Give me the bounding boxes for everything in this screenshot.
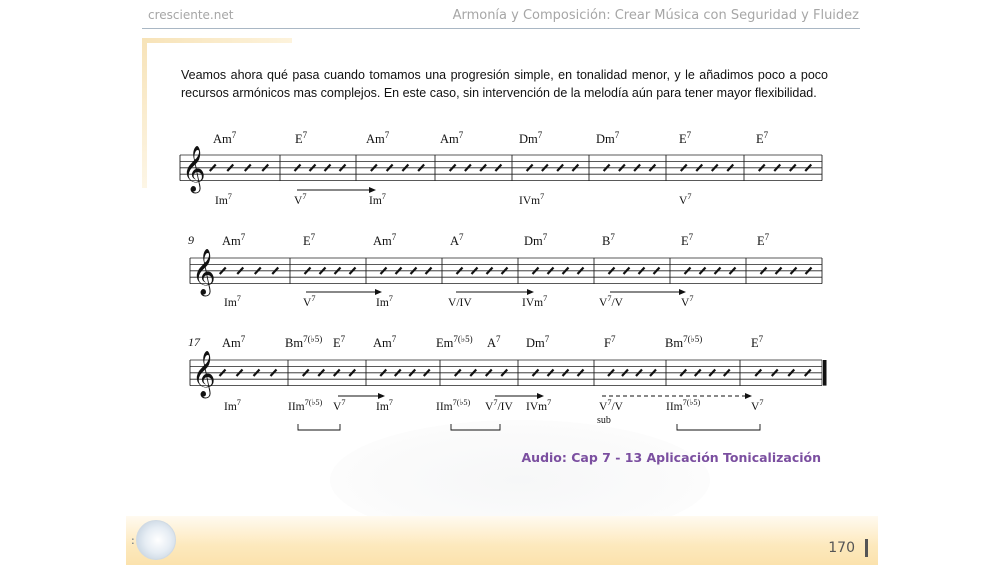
book-title: Armonía y Composición: Crear Música con Seguridad y Fluidez bbox=[452, 8, 859, 23]
treble-clef-icon: 𝄞 bbox=[192, 249, 216, 295]
arrow-head-icon bbox=[378, 393, 385, 399]
chord-symbol: Am$^7$ bbox=[373, 334, 397, 350]
bracket bbox=[451, 424, 500, 430]
roman-numeral: Im$^7$ bbox=[224, 398, 241, 413]
arrow-head-icon bbox=[527, 289, 534, 295]
chord-symbol: Am$^7$ bbox=[213, 130, 237, 146]
roman-numeral: Im$^7$ bbox=[224, 294, 241, 309]
page-number: 170 bbox=[828, 540, 855, 556]
chord-symbol: $E^7$ bbox=[681, 232, 694, 248]
chord-symbol: $E^7$ bbox=[333, 334, 346, 350]
arrow-head-icon bbox=[745, 393, 752, 399]
chord-symbol: $Bm^{7(♭5)}$ bbox=[285, 334, 323, 350]
chord-symbol: $F^7$ bbox=[604, 334, 616, 350]
chord-symbol: $Em^{7(♭5)}$ bbox=[436, 334, 473, 350]
roman-numeral: $V^7$ bbox=[679, 192, 692, 207]
bracket bbox=[298, 424, 340, 430]
chord-symbol: $E^7$ bbox=[757, 232, 770, 248]
chord-symbol: Am$^7$ bbox=[440, 130, 464, 146]
chord-symbol: Am$^7$ bbox=[222, 334, 246, 350]
arrow-head-icon bbox=[375, 289, 382, 295]
roman-numeral: $V^7/V$ bbox=[599, 398, 623, 413]
chord-symbol: Am$^7$ bbox=[222, 232, 246, 248]
site-name: cresciente.net bbox=[148, 8, 234, 22]
logo-icon bbox=[136, 520, 176, 560]
treble-clef-icon: 𝄞 bbox=[192, 351, 216, 397]
roman-numeral: IVm$^7$ bbox=[522, 294, 548, 309]
chord-symbol: $Bm^{7(♭5)}$ bbox=[665, 334, 703, 350]
chord-symbol: $A^7$ bbox=[487, 334, 501, 350]
chord-symbol: $A^7$ bbox=[450, 232, 464, 248]
staff-system bbox=[188, 335, 827, 430]
chord-symbol: $E^7$ bbox=[751, 334, 764, 350]
measure-number: 17 bbox=[188, 335, 200, 349]
sub-label: sub bbox=[597, 415, 611, 426]
roman-numeral: IVm$^7$ bbox=[526, 398, 552, 413]
roman-numeral: $V^7/V$ bbox=[599, 294, 623, 309]
final-barline bbox=[823, 360, 827, 386]
intro-paragraph: Veamos ahora qué pasa cuando tomamos una progresión simple, en tonalidad menor, y le añadimos poco a poco recursos armónicos mas complejos. En este caso, sin intervención de la melodía aún para tener mayor flexibilidad. bbox=[181, 68, 828, 100]
roman-numeral: $V^7$ bbox=[333, 398, 346, 413]
roman-numeral: IIm$^{7(♭5)}$ bbox=[436, 398, 471, 413]
roman-numeral: $V^7$ bbox=[303, 294, 316, 309]
roman-numeral: V/IV bbox=[448, 297, 472, 309]
chord-symbol: $B^7$ bbox=[602, 232, 615, 248]
staff-system bbox=[188, 233, 822, 297]
chord-symbol: $E^7$ bbox=[303, 232, 316, 248]
page-bar bbox=[865, 539, 868, 557]
roman-numeral: $V^7$ bbox=[681, 294, 694, 309]
roman-numeral: $V^7/IV$ bbox=[485, 398, 513, 413]
roman-numeral: IIm$^{7(♭5)}$ bbox=[666, 398, 701, 413]
chord-symbol: Dm$^7$ bbox=[524, 232, 548, 248]
chord-symbol: Dm$^7$ bbox=[596, 130, 620, 146]
measure-number: 9 bbox=[188, 233, 194, 247]
treble-clef-icon: 𝄞 bbox=[182, 146, 206, 192]
chord-symbol: $E^7$ bbox=[295, 130, 308, 146]
arrow-head-icon bbox=[679, 289, 686, 295]
arrow-head-icon bbox=[537, 393, 544, 399]
chord-symbol: Dm$^7$ bbox=[519, 130, 543, 146]
roman-numeral: Im$^7$ bbox=[369, 192, 386, 207]
chord-symbol: Am$^7$ bbox=[366, 130, 390, 146]
footer-band bbox=[126, 516, 878, 565]
roman-numeral: Im$^7$ bbox=[376, 294, 393, 309]
staff-system bbox=[180, 146, 822, 194]
roman-numeral: $V^7$ bbox=[294, 192, 307, 207]
roman-numeral: IVm$^7$ bbox=[519, 192, 545, 207]
chord-symbol: Dm$^7$ bbox=[526, 334, 550, 350]
arrow-head-icon bbox=[369, 187, 376, 193]
roman-numeral: Im$^7$ bbox=[376, 398, 393, 413]
roman-numeral: $V^7$ bbox=[751, 398, 764, 413]
chord-symbol: Am$^7$ bbox=[373, 232, 397, 248]
roman-numeral: IIm$^{7(♭5)}$ bbox=[288, 398, 323, 413]
audio-link[interactable]: Audio: Cap 7 - 13 Aplicación Tonicalización bbox=[521, 450, 821, 465]
logo-dots: : bbox=[131, 534, 135, 547]
bracket bbox=[677, 424, 760, 430]
chord-symbol: $E^7$ bbox=[756, 130, 769, 146]
chord-symbol: $E^7$ bbox=[679, 130, 692, 146]
roman-numeral: Im$^7$ bbox=[215, 192, 232, 207]
